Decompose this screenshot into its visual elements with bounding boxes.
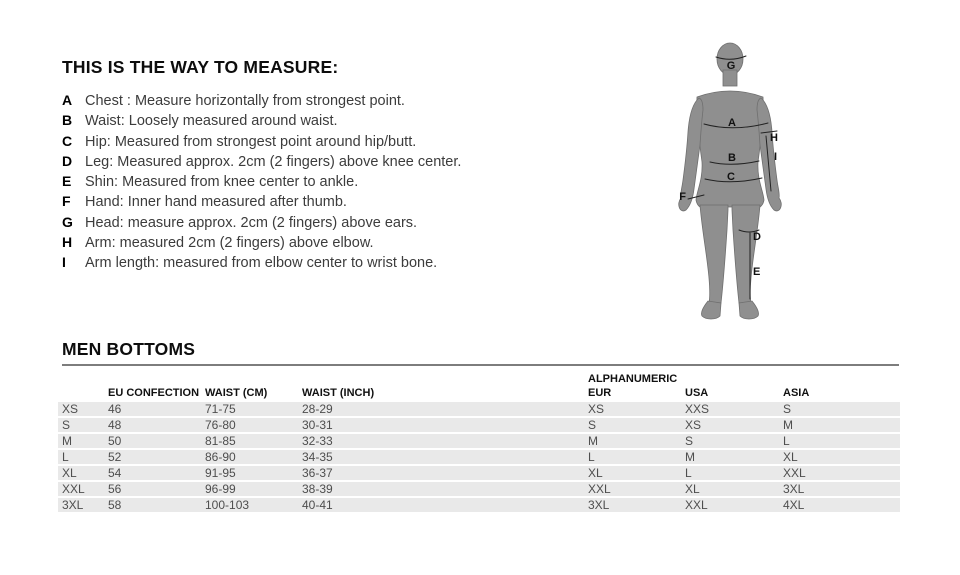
figure-label-h: H — [770, 132, 778, 144]
measure-item-letter: H — [62, 234, 73, 251]
measure-item-text: Arm: measured 2cm (2 fingers) above elbow. — [85, 235, 374, 252]
measure-item-h — [62, 232, 461, 252]
measure-item-letter: B — [62, 112, 73, 129]
figure-neck — [723, 70, 737, 86]
size-value-cell: XS — [584, 402, 681, 417]
size-row-xl — [58, 465, 900, 481]
figure-label-a: A — [728, 117, 736, 129]
figure-label-c: C — [727, 171, 735, 183]
size-value-cell: L — [681, 465, 779, 481]
size-label-cell: 3XL — [58, 497, 104, 513]
size-value-cell: XS — [681, 417, 779, 433]
size-value-cell: 76-80 — [201, 417, 298, 433]
size-value-cell: 52 — [104, 449, 201, 465]
size-value-cell: XXL — [779, 465, 900, 481]
size-table-body — [58, 402, 900, 513]
size-value-cell: 4XL — [779, 497, 900, 513]
col-header-usa: USA — [685, 386, 709, 399]
men-bottoms-heading: MEN BOTTOMS — [62, 339, 196, 359]
figure-label-d: D — [753, 231, 761, 243]
size-value-cell: XL — [779, 449, 900, 465]
measure-item-letter: A — [62, 92, 73, 108]
size-value-cell: 48 — [104, 417, 201, 433]
size-value-cell: 86-90 — [201, 449, 298, 465]
column-header-row — [58, 386, 900, 402]
size-table — [58, 373, 900, 514]
measure-item-letter: C — [62, 132, 73, 149]
figure-torso — [696, 91, 764, 207]
size-value-cell: 100-103 — [201, 497, 298, 513]
size-row-3xl — [58, 497, 900, 513]
size-value-cell: 71-75 — [201, 402, 298, 417]
size-row-m — [58, 433, 900, 449]
col-header-waist-cm: WAIST (CM) — [205, 386, 268, 399]
measure-item-b — [62, 110, 461, 130]
size-value-cell: 96-99 — [201, 481, 298, 497]
figure-label-i: I — [774, 151, 778, 163]
size-value-cell: 40-41 — [298, 497, 584, 513]
size-value-cell: 30-31 — [298, 417, 584, 433]
figure-left-foot — [701, 301, 721, 319]
measure-item-letter: G — [62, 213, 73, 230]
size-value-cell: 46 — [104, 402, 201, 417]
size-value-cell: 56 — [104, 481, 201, 497]
size-value-cell: 36-37 — [298, 465, 584, 481]
measure-item-text: Head: measure approx. 2cm (2 fingers) above ears. — [85, 214, 418, 231]
figure-label-g: G — [726, 60, 736, 72]
size-value-cell: S — [681, 433, 779, 449]
figure-right-foot — [739, 301, 759, 319]
measure-item-text: Leg: Measured approx. 2cm (2 fingers) above knee center. — [85, 153, 462, 170]
group-header-row — [58, 373, 900, 386]
size-label-cell: XXL — [58, 481, 104, 497]
measure-item-c — [62, 131, 461, 151]
body-measurement-figure — [640, 28, 840, 330]
measure-item-text: Chest : Measure horizontally from strongest point. — [85, 93, 405, 109]
measure-item-letter: F — [62, 193, 71, 210]
size-value-cell: 3XL — [779, 481, 900, 497]
size-value-cell: 28-29 — [298, 402, 584, 417]
size-value-cell: 54 — [104, 465, 201, 481]
col-header-asia: ASIA — [783, 386, 810, 399]
size-value-cell: L — [584, 449, 681, 465]
heading-rule — [62, 364, 899, 366]
figure-left-leg — [700, 205, 728, 303]
size-row-xs — [58, 402, 900, 417]
measure-item-text: Shin: Measured from knee center to ankle. — [85, 174, 359, 191]
alphanumeric-group-header: ALPHANUMERIC — [588, 373, 678, 385]
figure-right-leg — [732, 205, 760, 303]
measure-item-letter: I — [62, 254, 66, 271]
size-label-cell: S — [58, 417, 104, 433]
size-value-cell: S — [779, 402, 900, 417]
measure-list — [62, 90, 461, 273]
size-value-cell: 91-95 — [201, 465, 298, 481]
size-value-cell: XL — [584, 465, 681, 481]
size-value-cell: XXL — [584, 481, 681, 497]
col-header-eu-confection: EU CONFECTION — [108, 386, 200, 399]
size-label-cell: XS — [58, 402, 104, 417]
size-table-header — [58, 373, 900, 402]
size-value-cell: M — [584, 433, 681, 449]
measure-item-e — [62, 171, 461, 191]
size-value-cell: 50 — [104, 433, 201, 449]
size-row-xxl — [58, 481, 900, 497]
measure-item-text: Hand: Inner hand measured after thumb. — [85, 194, 347, 211]
size-value-cell: 58 — [104, 497, 201, 513]
measure-item-f — [62, 191, 461, 211]
size-value-cell: M — [779, 417, 900, 433]
size-value-cell: XL — [681, 481, 779, 497]
size-value-cell: L — [779, 433, 900, 449]
measure-item-g — [62, 212, 461, 232]
figure-svg — [640, 28, 840, 330]
measure-section — [62, 57, 461, 273]
figure-label-f: F — [679, 191, 686, 203]
measure-item-i — [62, 252, 461, 272]
col-header-eur: EUR — [588, 386, 612, 399]
col-header-size — [58, 386, 104, 402]
measure-item-text: Waist: Loosely measured around waist. — [85, 113, 338, 130]
size-value-cell: 3XL — [584, 497, 681, 513]
size-row-s — [58, 417, 900, 433]
measure-item-d — [62, 151, 461, 171]
size-value-cell: 32-33 — [298, 433, 584, 449]
group-header-spacer — [58, 373, 584, 386]
size-label-cell: XL — [58, 465, 104, 481]
size-label-cell: M — [58, 433, 104, 449]
measure-item-text: Arm length: measured from elbow center to wrist bone. — [85, 255, 438, 272]
men-bottoms-section — [0, 339, 960, 514]
measure-item-text: Hip: Measured from strongest point around hip/butt. — [85, 133, 417, 150]
figure-label-b: B — [728, 152, 736, 164]
size-value-cell: XXL — [681, 497, 779, 513]
figure-label-e: E — [753, 266, 761, 278]
size-row-l — [58, 449, 900, 465]
size-value-cell: 34-35 — [298, 449, 584, 465]
size-label-cell: L — [58, 449, 104, 465]
size-value-cell: 81-85 — [201, 433, 298, 449]
size-value-cell: XXS — [681, 402, 779, 417]
size-value-cell: 38-39 — [298, 481, 584, 497]
measure-item-letter: E — [62, 173, 72, 190]
col-header-waist-inch: WAIST (INCH) — [302, 386, 375, 399]
measure-item-letter: D — [62, 152, 73, 169]
size-value-cell: S — [584, 417, 681, 433]
measure-heading: THIS IS THE WAY TO MEASURE: — [62, 57, 339, 77]
size-value-cell: M — [681, 449, 779, 465]
measure-item-a — [62, 90, 461, 110]
